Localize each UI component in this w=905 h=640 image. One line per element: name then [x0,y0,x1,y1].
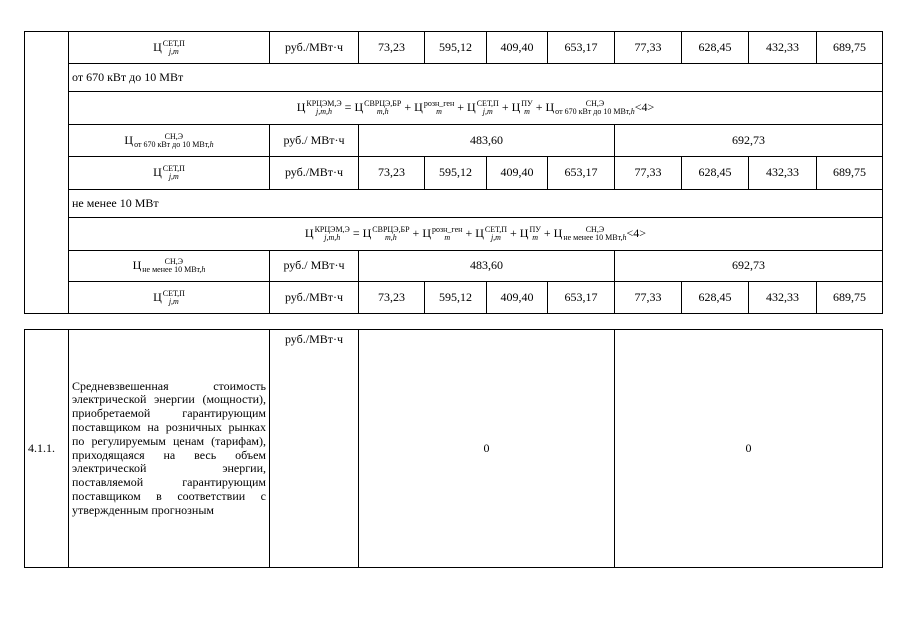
value-cell: 409,40 [487,157,548,190]
value-cell-merged: 0 [359,330,615,568]
value-cell-merged: 483,60 [359,125,615,157]
unit-cell: руб./ МВт·ч [270,251,359,282]
value-cell: 77,33 [615,32,682,64]
value-cell: 77,33 [615,282,682,314]
formula-670kw: Ц КРЦЭМ,Э j,m,h = Ц СВРЦЭ,БР m,h + Ц розн_ген m + Ц СЕТ,П j,m + Ц ПУ m + Ц СН,Э от 670 кВт до 10 МВт,h <4> [69,92,883,125]
table-row [25,92,883,125]
symbol-set-p: Ц СЕТ,П j,m [69,157,270,190]
value-cell: 653,17 [548,157,615,190]
table-row [25,64,883,92]
value-cell: 689,75 [817,282,883,314]
value-cell: 432,33 [749,32,817,64]
value-cell: 73,23 [359,157,425,190]
section-heading-670kw: от 670 кВт до 10 МВт [69,64,883,92]
value-cell: 77,33 [615,157,682,190]
value-cell: 432,33 [749,282,817,314]
formula-10mw: Ц КРЦЭМ,Э j,m,h = Ц СВРЦЭ,БР m,h + Ц розн_ген m + Ц СЕТ,П j,m + Ц ПУ m + Ц СН,Э не менее 10 МВт,h <4> [69,218,883,251]
value-cell: 73,23 [359,32,425,64]
table-row [25,282,883,314]
value-cell: 409,40 [487,282,548,314]
value-cell: 653,17 [548,282,615,314]
table-row [25,157,883,190]
symbol-set-p: Ц СЕТ,П j,m [69,32,270,64]
value-cell: 628,45 [682,157,749,190]
unit-cell: руб./ МВт·ч [270,125,359,157]
symbol-sn-10mw: Ц СН,Э не менее 10 МВт,h [69,251,270,282]
value-cell-merged: 692,73 [615,125,883,157]
value-cell: 628,45 [682,282,749,314]
value-cell: 432,33 [749,157,817,190]
value-cell: 595,12 [425,32,487,64]
value-cell: 628,45 [682,32,749,64]
value-cell: 689,75 [817,157,883,190]
item-table [24,329,883,568]
value-cell: 689,75 [817,32,883,64]
index-cell-blank [25,32,69,314]
footnote-ref: <4> [634,99,655,114]
item-number: 4.1.1. [25,330,69,568]
value-cell: 409,40 [487,32,548,64]
footnote-ref: <4> [626,225,647,240]
unit-cell: руб./МВт·ч [270,282,359,314]
tariff-table [24,31,883,314]
item-description: Средневзвешенная стоимость электрической энергии (мощности), приобретаемой гарантирующим поставщиком на розничных рынках по регулируемым ценам (тарифам), приходящаяся на весь объем электрической энергии, поставляемой гарантирующим поставщиком в соответствии с утвержденным прогнозным [69,330,270,568]
value-cell: 73,23 [359,282,425,314]
table-row [25,190,883,218]
section-heading-10mw: не менее 10 МВт [69,190,883,218]
table-row [25,125,883,157]
value-cell: 595,12 [425,282,487,314]
value-cell-merged: 692,73 [615,251,883,282]
unit-cell: руб./МВт·ч [270,330,359,568]
symbol-sn-670: Ц СН,Э от 670 кВт до 10 МВт,h [69,125,270,157]
table-row [25,218,883,251]
table-row [25,32,883,64]
value-cell: 595,12 [425,157,487,190]
unit-cell: руб./МВт·ч [270,32,359,64]
value-cell: 653,17 [548,32,615,64]
table-row [25,330,883,568]
value-cell-merged: 483,60 [359,251,615,282]
table-row [25,251,883,282]
symbol-set-p: Ц СЕТ,П j,m [69,282,270,314]
unit-cell: руб./МВт·ч [270,157,359,190]
value-cell-merged: 0 [615,330,883,568]
